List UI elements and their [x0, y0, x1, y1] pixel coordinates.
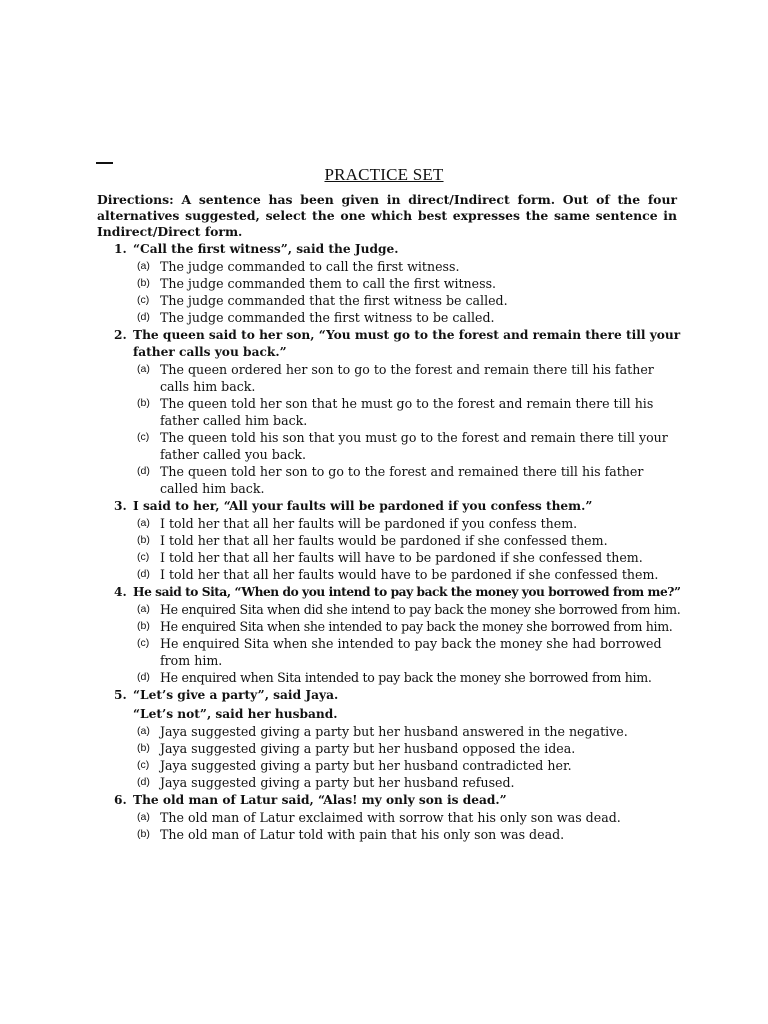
option-text: The judge commanded the first witness to be called.: [160, 310, 495, 325]
option-a: [97, 723, 681, 740]
option-d: [97, 669, 681, 686]
option-label: (d): [137, 671, 150, 683]
option-d: [97, 463, 681, 497]
page-title: PRACTICE SET: [324, 165, 444, 184]
option-text: The judge commanded to call the first witness.: [160, 259, 460, 274]
option-a: [97, 809, 681, 826]
option-text: The old man of Latur exclaimed with sorrow that his only son was dead.: [160, 810, 621, 825]
option-a: [97, 361, 681, 395]
option-b: [97, 275, 681, 292]
header-dash: [96, 162, 113, 164]
question-text: “Call the first witness”, said the Judge.: [133, 242, 399, 256]
option-label: (a): [137, 517, 150, 529]
option-text: Jaya suggested giving a party but her husband contradicted her.: [160, 758, 572, 773]
option-label: (a): [137, 363, 150, 375]
option-c: [97, 757, 681, 774]
option-label: (a): [137, 725, 150, 737]
question-text: The old man of Latur said, “Alas! my only son is dead.”: [133, 793, 507, 807]
option-d: [97, 309, 681, 326]
option-label: (d): [137, 568, 150, 580]
question-number: 5.: [114, 688, 127, 702]
question-number: 3.: [114, 499, 127, 513]
option-label: (d): [137, 465, 150, 477]
option-text: The queen ordered her son to go to the forest and remain there till his father calls him back.: [160, 362, 654, 394]
option-label: (d): [137, 776, 150, 788]
option-label: (c): [137, 637, 150, 649]
option-label: (a): [137, 811, 150, 823]
option-label: (d): [137, 311, 150, 323]
option-c: [97, 549, 681, 566]
question-number: 2.: [114, 328, 127, 342]
option-a: [97, 258, 681, 275]
question-list: [97, 241, 681, 843]
question-4: [97, 584, 681, 686]
option-b: [97, 532, 681, 549]
option-text: The queen told his son that you must go to the forest and remain there till your father called you back.: [160, 430, 668, 462]
question-subtext: “Let’s not”, said her husband.: [133, 707, 338, 721]
question-text: I said to her, “All your faults will be pardoned if you confess them.”: [133, 499, 593, 513]
option-b: [97, 826, 681, 843]
option-c: [97, 292, 681, 309]
option-label: (a): [137, 260, 150, 272]
option-text: The old man of Latur told with pain that his only son was dead.: [160, 827, 565, 842]
option-label: (c): [137, 431, 150, 443]
option-d: [97, 566, 681, 583]
question-number: 1.: [114, 242, 127, 256]
option-label: (b): [137, 534, 150, 546]
option-d: [97, 774, 681, 791]
option-text: The judge commanded them to call the first witness.: [160, 276, 497, 291]
option-text: He enquired Sita when did she intend to pay back the money she borrowed from him.: [160, 602, 681, 617]
option-text: I told her that all her faults will have to be pardoned if she confessed them.: [160, 550, 643, 565]
question-number: 6.: [114, 793, 127, 807]
question-3: [97, 498, 681, 583]
question-number: 4.: [114, 585, 127, 599]
option-label: (b): [137, 277, 150, 289]
option-text: He enquired Sita when she intended to pay back the money she had borrowed from him.: [160, 636, 662, 668]
option-a: [97, 515, 681, 532]
option-text: I told her that all her faults would be pardoned if she confessed them.: [160, 533, 608, 548]
option-label: (c): [137, 551, 150, 563]
option-text: Jaya suggested giving a party but her husband answered in the negative.: [160, 724, 628, 739]
option-c: [97, 635, 681, 669]
question-2: [97, 327, 681, 497]
option-label: (b): [137, 620, 150, 632]
option-label: (c): [137, 294, 150, 306]
option-c: [97, 429, 681, 463]
question-text: “Let’s give a party”, said Jaya.: [133, 688, 339, 702]
option-label: (b): [137, 397, 150, 409]
question-5: [97, 687, 681, 791]
option-label: (b): [137, 742, 150, 754]
directions-text: Directions: A sentence has been given in direct/Indirect form. Out of the four alternatives suggested, select the one which best expresses the same sentence in Indirect/Direct form.: [97, 192, 677, 239]
option-text: He enquired Sita when she intended to pay back the money she borrowed from him.: [160, 619, 673, 634]
question-6: [97, 792, 681, 843]
question-text: He said to Sita, “When do you intend to pay back the money you borrowed from me?”: [133, 585, 681, 599]
option-b: [97, 740, 681, 757]
option-text: He enquired when Sita intended to pay back the money she borrowed from him.: [160, 670, 652, 685]
option-b: [97, 395, 681, 429]
option-text: I told her that all her faults will be pardoned if you confess them.: [160, 516, 578, 531]
option-label: (b): [137, 828, 150, 840]
option-text: Jaya suggested giving a party but her husband refused.: [160, 775, 515, 790]
option-text: I told her that all her faults would have to be pardoned if she confessed them.: [160, 567, 659, 582]
question-text: The queen said to her son, “You must go to the forest and remain there till your father calls you back.”: [133, 328, 681, 359]
option-a: [97, 601, 681, 618]
option-text: The queen told her son that he must go to the forest and remain there till his father called him back.: [160, 396, 654, 428]
option-label: (a): [137, 603, 150, 615]
option-text: The queen told her son to go to the forest and remained there till his father called him back.: [160, 464, 644, 496]
option-b: [97, 618, 681, 635]
option-label: (c): [137, 759, 150, 771]
option-text: The judge commanded that the first witness be called.: [160, 293, 508, 308]
option-text: Jaya suggested giving a party but her husband opposed the idea.: [160, 741, 576, 756]
question-1: [97, 241, 681, 326]
